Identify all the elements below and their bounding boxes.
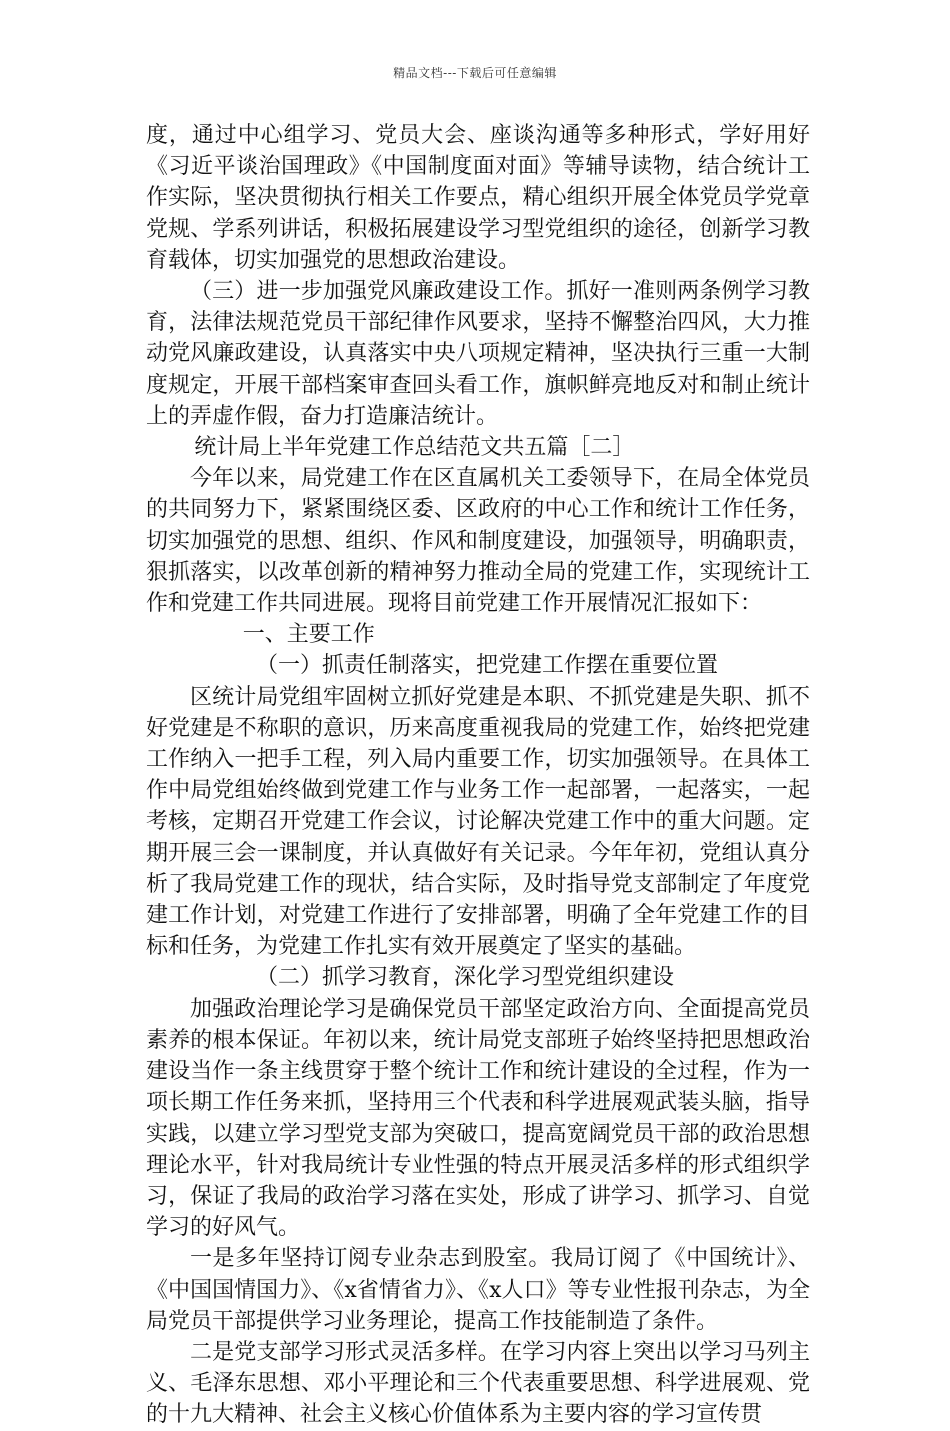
paragraph-intro: 今年以来，局党建工作在区直属机关工委领导下，在局全体党员的共同努力下，紧紧围绕区委、区政府的中心工作和统计工作任务，切实加强党的思想、组织、作风和制度建设，加强领导，明确职责，狠抓落实，以改革创新的精神努力推动全局的党建工作，实现统计工作和党建工作共同进展。现将目前党建工作开展情况汇报如下： [146,466,810,617]
paragraph-magazines: 一是多年坚持订阅专业杂志到股室。我局订阅了《中国统计》、《中国国情国力》、《x省情省力》、《x人口》等专业性报刊杂志，为全局党员干部提供学习业务理论，提高工作技能制造了条件。 [146,1246,810,1334]
paragraph-responsibility: 区统计局党组牢固树立抓好党建是本职、不抓党建是失职、抓不好党建是不称职的意识，历来高度重视我局的党建工作，始终把党建工作纳入一把手工程，列入局内重要工作，切实加强领导。在具体工作中局党组始终做到党建工作与业务工作一起部署，一起落实，一起考核，定期召开党建工作会议，讨论解决党建工作中的重大问题。定期开展三会一课制度，并认真做好有关记录。今年年初，党组认真分析了我局党建工作的现状，结合实际，及时指导党支部制定了年度党建工作计划，对党建工作进行了安排部署，明确了全年党建工作的目标和任务，为党建工作扎实有效开展奠定了坚实的基础。 [146,684,810,960]
heading-study-education: （二）抓学习教育，深化学习型党组织建设 [256,965,675,991]
heading-responsibility: （一）抓责任制落实，把党建工作摆在重要位置 [256,653,719,679]
paragraph-continuation: 度，通过中心组学习、党员大会、座谈沟通等多种形式，学好用好《习近平谈治国理政》《中国制度面对面》等辅导读物，结合统计工作实际，坚决贯彻执行相关工作要点，精心组织开展全体党员学党章党规、学系列讲话，积极拓展建设学习型党组织的途径，创新学习教育载体，切实加强党的思想政治建设。 [146,123,810,273]
paragraph-party-conduct: （三）进一步加强党风廉政建设工作。抓好一准则两条例学习教育，法律法规范党员干部纪律作风要求，坚持不懈整治四风，大力推动党风廉政建设，认真落实中央八项规定精神，坚决执行三重一大制度规定，开展干部档案审查回头看工作，旗帜鲜亮地反对和制止统计上的弄虚作假，奋力打造廉洁统计。 [146,279,810,429]
page-header: 精品文档---下载后可任意编辑 [393,66,557,80]
paragraph-study-education: 加强政治理论学习是确保党员干部坚定政治方向、全面提高党员素养的根本保证。年初以来，统计局党支部班子始终坚持把思想政治建设当作一条主线贯穿于整个统计工作和统计建设的全过程，作为一项长期工作任务来抓，坚持用三个代表和科学进展观武装头脑，指导实践，以建立学习型党支部为突破口，提高宽阔党员干部的政治思想理论水平，针对我局统计专业性强的特点开展灵活多样的形式组织学习，保证了我局的政治学习落在实处，形成了讲学习、抓学习、自觉学习的好风气。 [146,996,810,1241]
document-body [146,120,810,1431]
section-title: 统计局上半年党建工作总结范文共五篇［二］ [194,435,635,461]
heading-main-work: 一、主要工作 [242,622,375,648]
paragraph-study-forms: 二是党支部学习形式灵活多样。在学习内容上突出以学习马列主义、毛泽东思想、邓小平理论和三个代表重要思想、科学进展观、党的十九大精神、社会主义核心价值体系为主要内容的学习宣传贯 [146,1339,810,1428]
